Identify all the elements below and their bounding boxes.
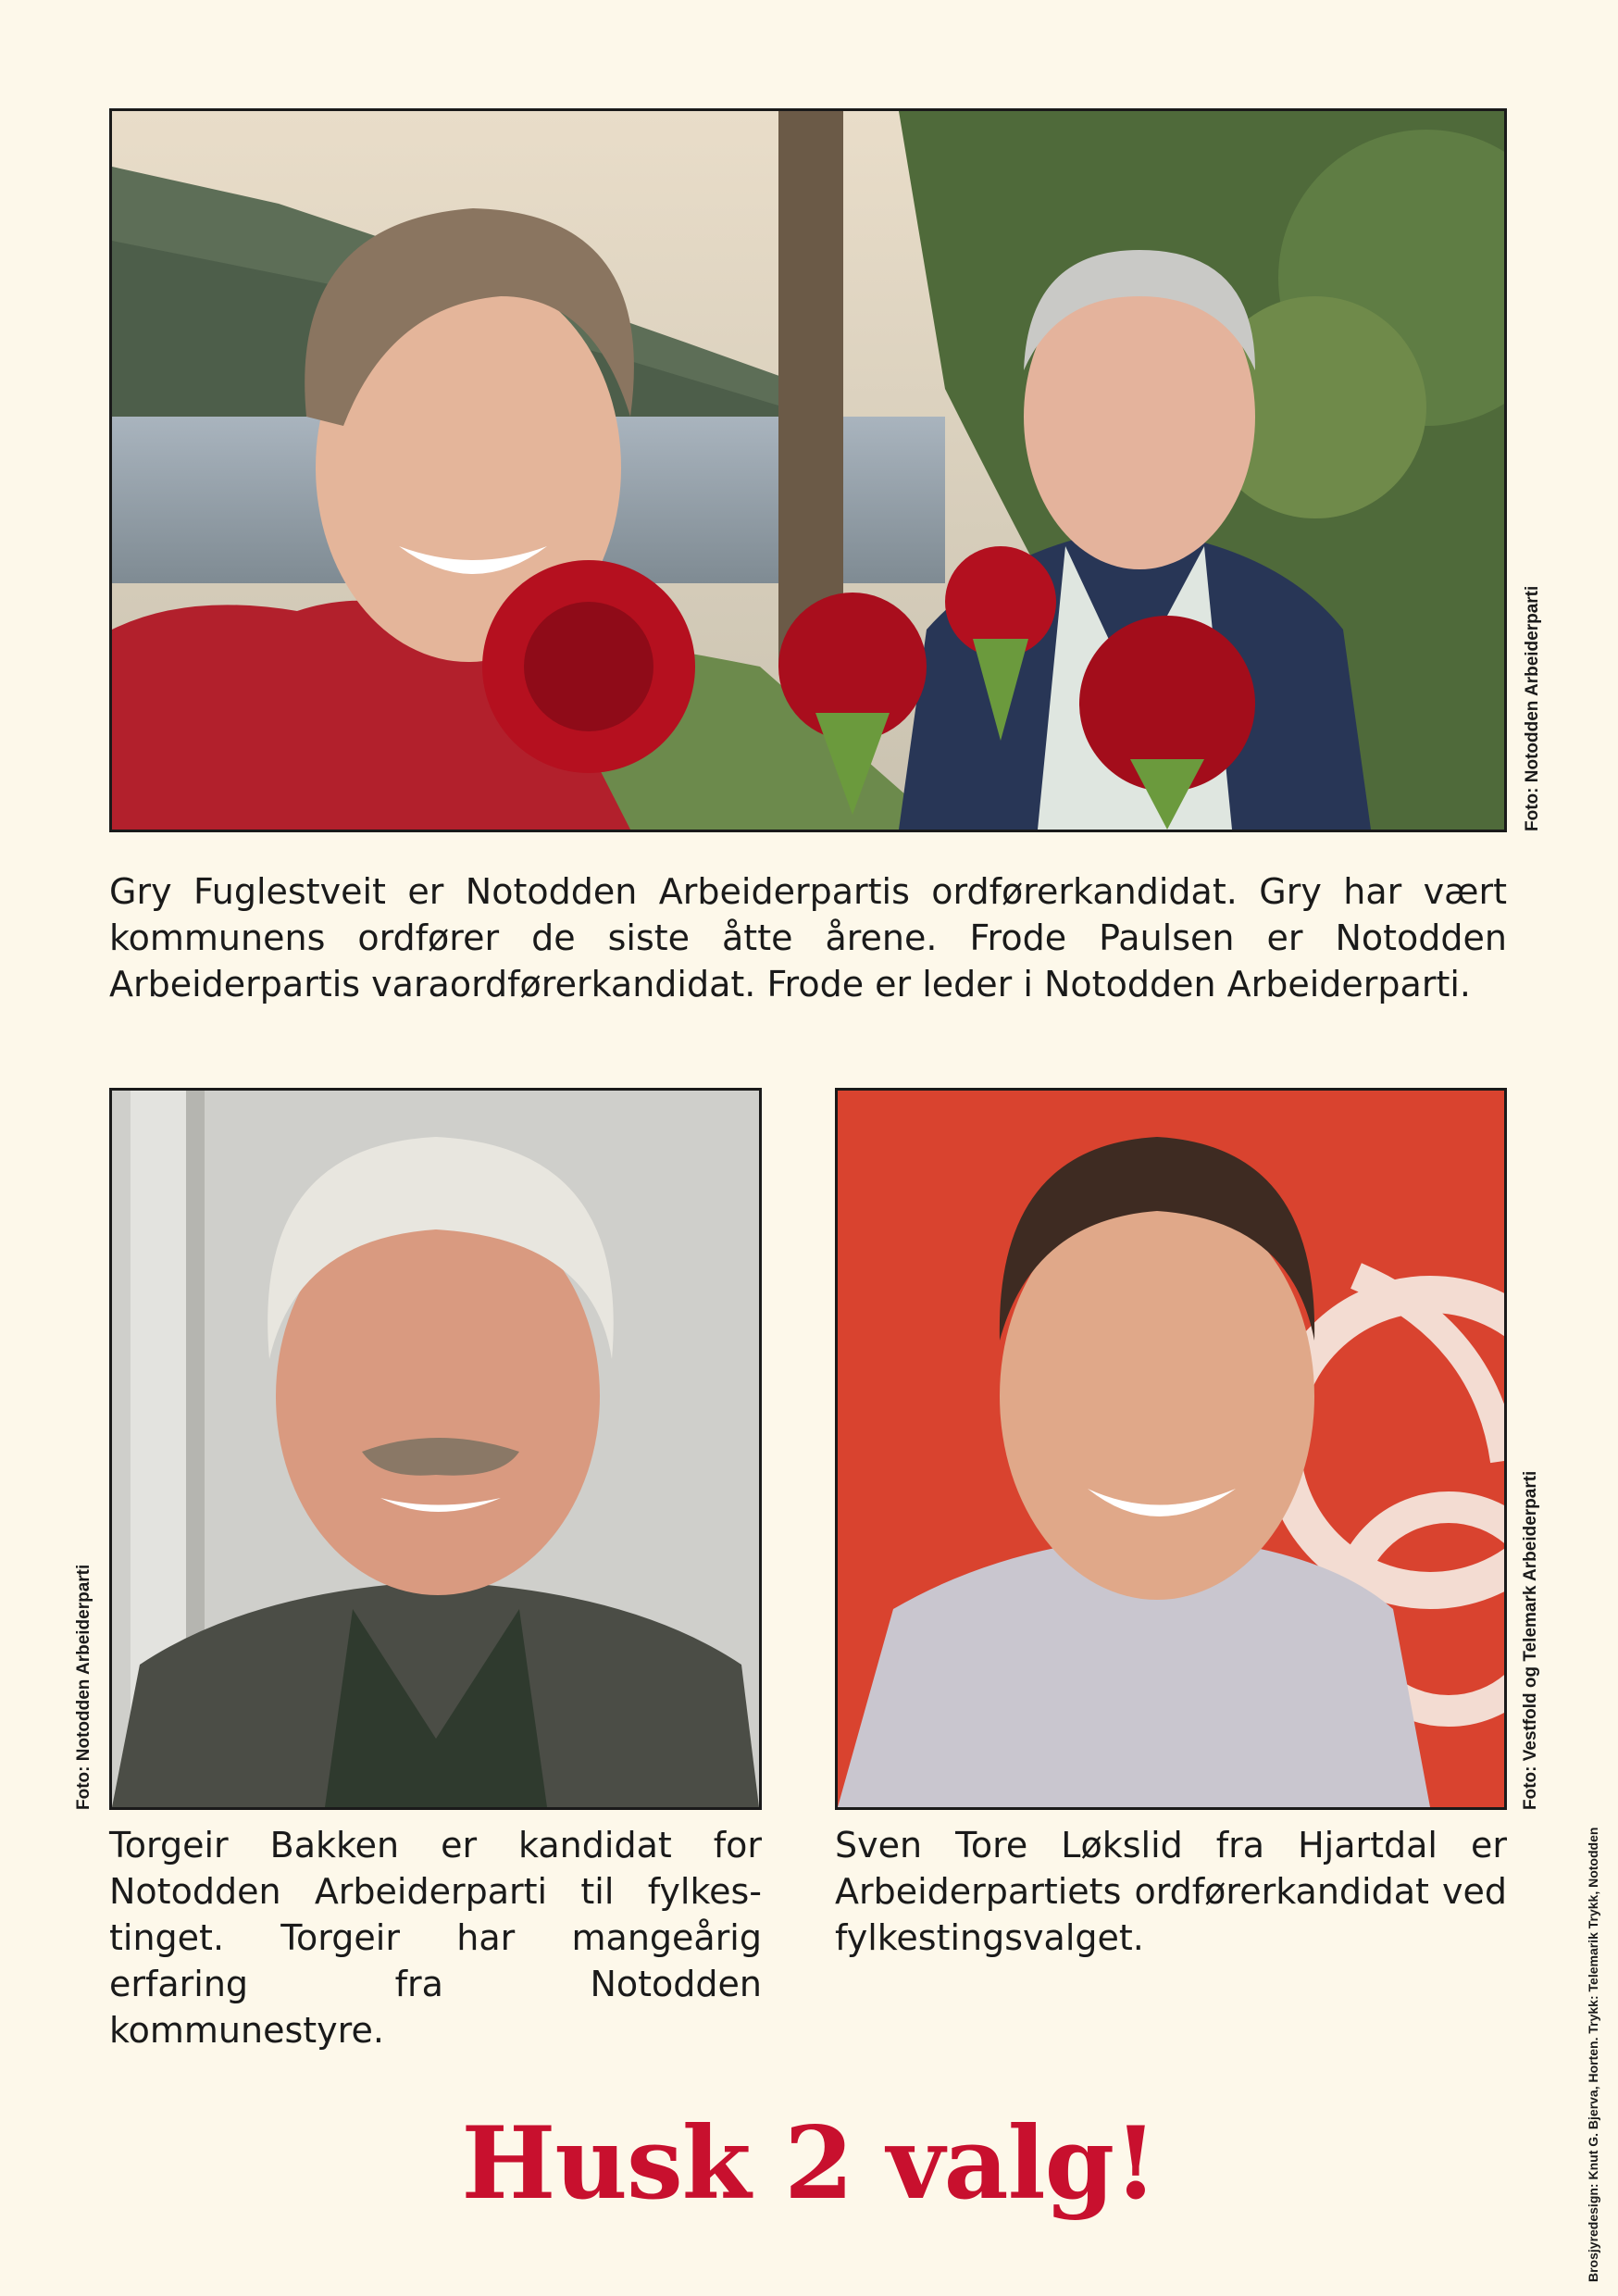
photo-torgeir-bakken [109, 1088, 762, 1810]
headline: Husk 2 valg! [461, 2105, 1157, 2222]
caption-left: Torgeir Bakken er kandidat for Notodden Arbeiderparti til fylkes-tinget. Torgeir har mangeårig erfaring fra Notodden kommunestyre. [109, 1825, 762, 2051]
photo-lake-roses-image [112, 111, 1504, 830]
photo-sven-tore-lokslid [835, 1088, 1507, 1810]
photo-credit-top: Foto: Notodden Arbeiderparti [1523, 585, 1542, 831]
photo-credit-left: Foto: Notodden Arbeiderparti [74, 1564, 93, 1810]
photo-top-candidates [109, 108, 1507, 832]
portrait-sven-image [838, 1091, 1504, 1807]
caption-right: Sven Tore Løkslid fra Hjartdal er Arbeiderpartiets ordførerkandidat ved fylkestingsvalget. [835, 1825, 1507, 1958]
photo-credit-right: Foto: Vestfold og Telemark Arbeiderparti [1521, 1470, 1540, 1810]
portrait-torgeir-image [112, 1091, 759, 1807]
caption-top: Gry Fuglestveit er Notodden Arbeiderpartis ordførerkandidat. Gry har vært kommunens ordfører de siste åtte årene. Frode Paulsen er Notodden Arbeiderpartis varaordførerkandidat. Frode er leder i Notodden Arbeiderparti. [109, 871, 1507, 1004]
design-credit: Brosjyredesign: Knut G. Bjerva, Horten. Trykk: Telemarik Trykk, Notodden [1586, 1827, 1600, 2282]
